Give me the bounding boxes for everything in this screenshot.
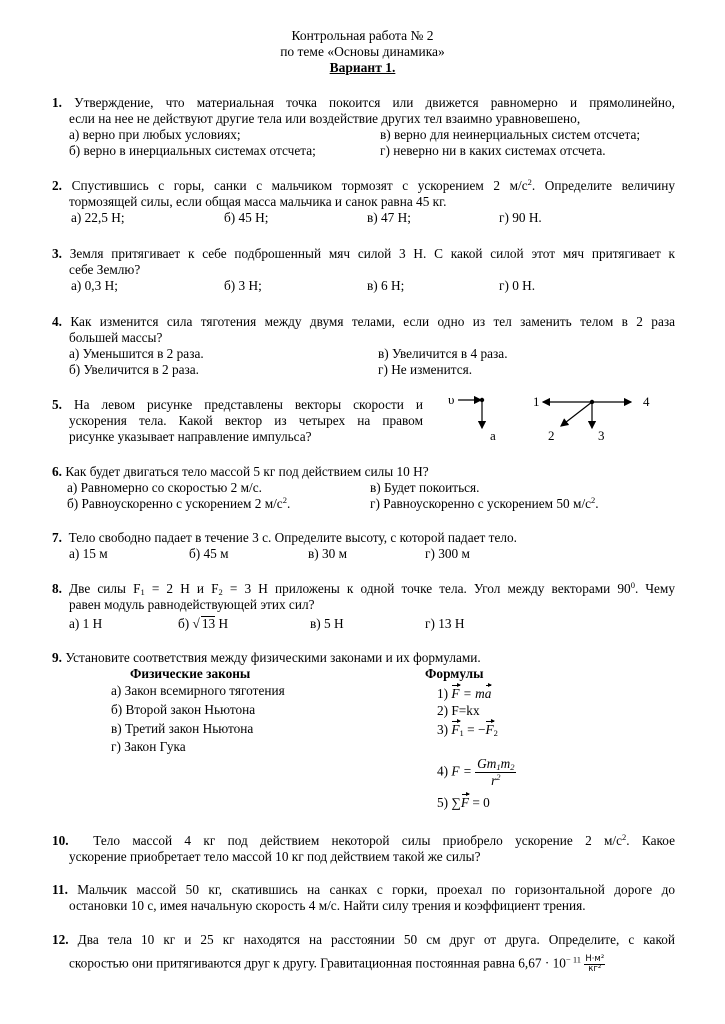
formula-5 <box>437 795 490 811</box>
formula-text: = 0 <box>469 795 490 810</box>
fraction-numerator <box>475 756 516 773</box>
superscript: 2 <box>591 495 596 505</box>
superscript: − 11 <box>565 954 582 965</box>
law-item: г) Закон Гука <box>111 739 186 754</box>
question-8 <box>52 581 675 632</box>
formula-text: = − <box>463 722 486 737</box>
law-item: а) Закон всемирного тяготения <box>111 683 285 698</box>
vector-3-label: 3 <box>598 428 605 443</box>
option-a: а) Уменьшится в 2 раза. <box>69 346 204 361</box>
option-v: в) 6 Н; <box>367 278 405 293</box>
question-text: большей массы? <box>69 330 163 345</box>
vector-diagram <box>440 390 670 450</box>
question-number: 12. <box>52 932 69 947</box>
sqrt-radicand: 13 <box>201 616 216 631</box>
question-number: 5. <box>52 397 62 412</box>
vector-a: a <box>484 686 492 701</box>
superscript: 0 <box>630 580 635 590</box>
question-1 <box>52 95 675 159</box>
question-number: 8. <box>52 581 62 596</box>
law-item: в) Третий закон Ньютона <box>111 721 254 736</box>
vector-1-label: 1 <box>533 394 540 409</box>
option-a: а) верно при любых условиях; <box>69 127 241 142</box>
option-v: в) 47 Н; <box>367 210 411 225</box>
question-number: 11. <box>52 882 68 897</box>
option-b: б) верно в инерциальных системах отсчета; <box>69 143 316 158</box>
subscript: 1 <box>140 587 145 597</box>
question-text: равен модуль равнодействующей этих сил? <box>69 597 315 612</box>
law-item: б) Второй закон Ньютона <box>111 702 256 717</box>
superscript: 2 <box>622 832 627 842</box>
option-b-text: б) Равноускоренно с ускорением 2 м/с <box>67 496 283 511</box>
question-text: Утверждение, что материальная точка покоится или движется равномерно и прямолинейно, <box>74 95 676 110</box>
question-text: Как будет двигаться тело массой 5 кг под действием силы 10 Н? <box>65 464 429 479</box>
vector-4-label: 4 <box>643 394 650 409</box>
option-a: а) Равномерно со скоростью 2 м/с. <box>67 480 262 495</box>
formula-text: = m <box>459 686 485 701</box>
formula-text: F = <box>451 763 472 779</box>
option-a: а) 22,5 Н; <box>71 210 125 225</box>
law-list <box>111 683 285 755</box>
question-text: . Чему <box>634 581 675 596</box>
vector-2-label: 2 <box>548 428 555 443</box>
subscript: 2 <box>218 587 223 597</box>
formula-text: Gm <box>477 756 497 771</box>
option-b-text: б) <box>178 616 190 631</box>
option-g-text: . <box>595 496 599 511</box>
question-text: скоростью они притягиваются друг к другу. Гравитационная постоянная равна 6,67 · 10 <box>69 955 566 971</box>
test-title: Контрольная работа № 2 <box>291 28 434 43</box>
subscript: 1 <box>496 762 501 772</box>
question-11 <box>52 882 675 914</box>
option-g: г) 300 м <box>425 546 470 561</box>
subscript: 2 <box>510 762 515 772</box>
vector-f2: F <box>485 722 494 737</box>
question-number: 3. <box>52 246 62 261</box>
question-text: = 3 Н приложены к одной точке тела. Угол между векторами 90 <box>222 581 631 596</box>
sum-symbol: ∑ <box>451 795 461 810</box>
option-a: а) 1 Н <box>69 616 103 631</box>
formula-text: r <box>491 773 497 788</box>
option-b: б) 3 Н; <box>224 278 262 293</box>
formula-3 <box>437 722 498 738</box>
acceleration-label: a <box>490 428 496 443</box>
option-b <box>67 496 290 512</box>
option-v: в) 30 м <box>308 546 348 561</box>
vector-f1: F <box>451 722 460 737</box>
question-text: Тело массой 4 кг под действием некоторой силы приобрело ускорение 2 м/с <box>93 833 623 848</box>
question-2 <box>52 178 675 226</box>
formula-number: 5) <box>437 795 449 810</box>
superscript: 2 <box>496 772 501 782</box>
question-9 <box>52 650 675 666</box>
option-g <box>370 496 599 512</box>
option-b: б) 45 м <box>189 546 229 561</box>
option-g-text: г) Равноускоренно с ускорением 50 м/с <box>370 496 592 511</box>
gravity-fraction <box>475 756 516 789</box>
question-text: ускорения тела. Какой вектор из четырех на правом <box>69 413 423 428</box>
formula-number: 1) <box>437 686 449 701</box>
subscript: 1 <box>459 728 464 738</box>
option-v: в) Увеличится в 4 раза. <box>378 346 508 361</box>
question-text: Установите соответствия между физическими законами и их формулами. <box>65 650 481 665</box>
question-number: 1. <box>52 95 62 110</box>
laws-header: Физические законы <box>130 666 251 681</box>
question-text: если на нее не действуют другие тела или воздействие других тел взаимно уравновешено, <box>69 111 581 126</box>
formula-1 <box>437 686 491 702</box>
question-number: 2. <box>52 178 62 193</box>
question-text: . Определите величину <box>531 178 676 193</box>
question-text: рисунке указывает направление импульса? <box>69 429 312 444</box>
option-v: в) 5 Н <box>310 616 344 631</box>
vector-f: F <box>460 795 470 810</box>
option-b: б) 45 Н; <box>224 210 269 225</box>
question-text: Мальчик массой 50 кг, скатившись на санках с горки, проехал по горизонтальной дороге до <box>77 882 675 897</box>
question-text: На левом рисунке представлены векторы скорости и <box>73 397 424 412</box>
question-6 <box>52 464 675 512</box>
variant-title: Вариант 1. <box>329 60 396 75</box>
option-b-text: . <box>286 496 291 511</box>
question-text: Тело свободно падает в течение 3 с. Определите высоту, с которой падает тело. <box>68 530 517 545</box>
superscript: 2 <box>527 177 532 187</box>
formula-4 <box>437 756 516 789</box>
option-v: в) верно для неинерциальных систем отсчета; <box>380 127 641 142</box>
question-text: тормозящей силы, если общая масса мальчика и санок равна 45 кг. <box>69 194 447 209</box>
option-b-text: Н <box>215 616 229 631</box>
question-4 <box>52 314 675 378</box>
question-3 <box>52 246 675 294</box>
question-text: Два тела 10 кг и 25 кг находятся на расстоянии 50 см друг от друга. Определите, с какой <box>77 932 675 947</box>
question-10 <box>52 833 675 865</box>
question-number: 4. <box>52 314 62 329</box>
option-g: г) Не изменится. <box>378 362 473 377</box>
vector-f: F <box>451 686 460 701</box>
gravity-unit <box>584 955 605 974</box>
question-number: 7. <box>52 530 62 545</box>
question-12 <box>52 932 675 974</box>
question-7 <box>52 530 675 562</box>
question-text: = 2 Н и F <box>144 581 219 596</box>
unit-denominator: кг² <box>588 964 602 974</box>
formula-number: 4) <box>437 763 449 779</box>
fraction-denominator <box>475 773 516 789</box>
formulas-header: Формулы <box>425 666 484 681</box>
unit-numerator: Н·м² <box>585 954 605 964</box>
option-g: г) неверно ни в каких системах отсчета. <box>380 143 606 158</box>
option-b: б) √ 13 Н <box>178 616 229 631</box>
question-text: ускорение приобретает тело массой 10 кг под действием такой же силы? <box>69 849 481 864</box>
option-g: г) 0 Н. <box>499 278 536 293</box>
superscript: 2 <box>282 495 287 505</box>
question-number: 6. <box>52 464 62 479</box>
question-number: 10. <box>52 833 69 848</box>
body-point <box>480 398 484 402</box>
question-text: остановки 10 с, имея начальную скорость 4 м/с. Найти силу трения и коэффициент трения. <box>69 898 586 913</box>
subscript: 2 <box>493 728 498 738</box>
question-text: Спустившись с горы, санки с мальчиком тормозят с ускорением 2 м/с <box>71 178 528 193</box>
formula-text: m <box>500 756 511 771</box>
option-a: а) 15 м <box>69 546 108 561</box>
option-g: г) 90 Н. <box>499 210 542 225</box>
option-a: а) 0,3 Н; <box>71 278 118 293</box>
formula-2: 2) F=kx <box>437 703 480 718</box>
question-text: себе Землю? <box>69 262 141 277</box>
test-topic: по теме «Основы динамика» <box>280 44 445 59</box>
question-text: Земля притягивает к себе подброшенный мяч силой 3 Н. С какой силой этот мяч притягивает к <box>69 246 675 261</box>
formula-number: 3) <box>437 722 449 737</box>
question-text: Как изменится сила тяготения между двумя телами, если одно из тел заменить телом в 2 раза <box>70 314 675 329</box>
question-text: Две силы F <box>69 581 141 596</box>
velocity-label: υ <box>448 392 455 407</box>
option-b: б) Увеличится в 2 раза. <box>69 362 200 377</box>
vector-2-arrow <box>561 402 592 426</box>
question-5 <box>52 397 423 445</box>
question-number: 9. <box>52 650 62 665</box>
option-g: г) 13 Н <box>425 616 465 631</box>
option-v: в) Будет покоиться. <box>370 480 480 495</box>
question-text: . Какое <box>626 833 675 848</box>
